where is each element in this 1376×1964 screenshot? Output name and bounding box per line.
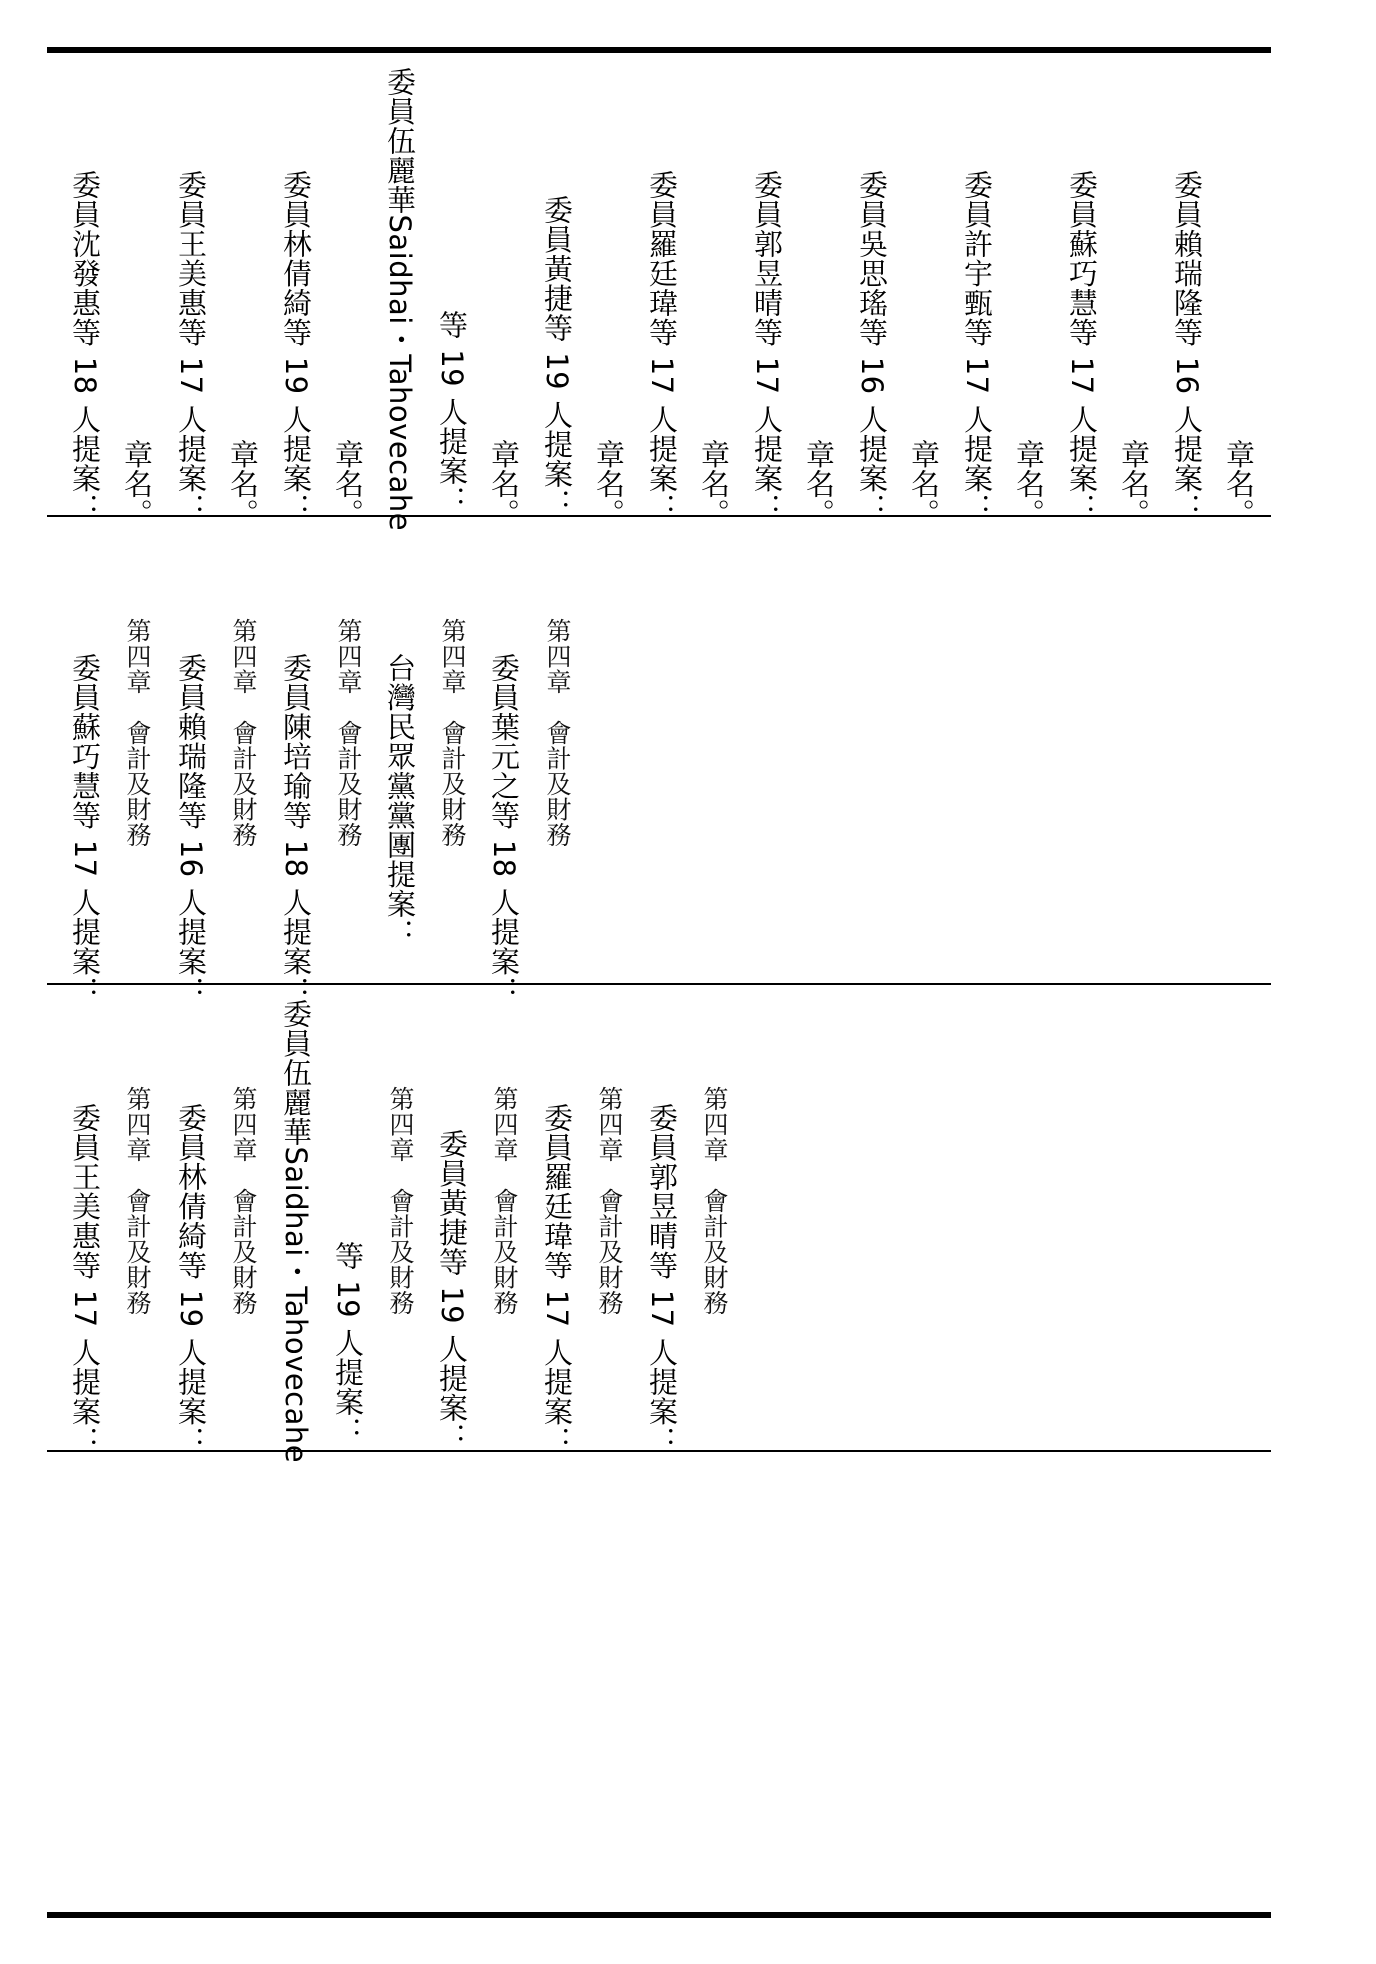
top-rule (47, 47, 1271, 53)
section-chapter-four-b (47, 991, 1271, 1464)
proposal-line: 章名。 (592, 410, 626, 528)
proposal-line: 等 19 人提案： (435, 310, 469, 515)
chapter-line: 第四章 會計及財務 (229, 618, 258, 848)
proposal-line: 委員林倩綺等 19 人提案： (279, 170, 313, 523)
chapter-line: 第四章 會計及財務 (595, 1086, 624, 1316)
chapter-line: 第四章 會計及財務 (438, 618, 467, 848)
proposal-line: 委員黃捷等 19 人提案： (435, 1129, 469, 1452)
proposal-line: 委員黃捷等 19 人提案： (540, 195, 574, 518)
proposal-line: 委員陳培瑜等 18 人提案： (279, 653, 313, 1006)
proposal-line: 章名。 (487, 410, 521, 528)
proposal-line: 委員郭昱晴等 17 人提案： (750, 170, 784, 523)
proposal-line: 委員蘇巧慧等 17 人提案： (68, 653, 102, 1006)
proposal-line: 等 19 人提案： (331, 1241, 365, 1446)
chapter-line: 第四章 會計及財務 (123, 1086, 152, 1316)
section-divider-2 (47, 983, 1271, 985)
proposal-line: 委員賴瑞隆等 16 人提案： (174, 653, 208, 1006)
proposal-line: 台灣民眾黨黨團提案： (383, 653, 417, 948)
proposal-line: 委員郭昱晴等 17 人提案： (645, 1103, 679, 1456)
proposal-line: 委員葉元之等 18 人提案： (487, 653, 521, 1006)
proposal-line: 委員羅廷瑋等 17 人提案： (540, 1103, 574, 1456)
bottom-rule (47, 1912, 1271, 1918)
proposal-line: 委員吳思瑤等 16 人提案： (855, 170, 889, 523)
proposal-line: 章名。 (907, 410, 941, 528)
proposal-line: 章名。 (331, 410, 365, 528)
proposal-line: 章名。 (1117, 410, 1151, 528)
chapter-line: 第四章 會計及財務 (229, 1086, 258, 1316)
chapter-line: 第四章 會計及財務 (123, 618, 152, 848)
chapter-line: 第四章 會計及財務 (490, 1086, 519, 1316)
proposal-line: 委員沈發惠等 18 人提案： (68, 170, 102, 523)
proposal-line: 委員伍麗華Saidhai・Tahovecahe (279, 999, 313, 1464)
proposal-line: 委員伍麗華Saidhai・Tahovecahe (383, 67, 417, 532)
section-chapter-four-a (47, 523, 1271, 1006)
proposal-line: 委員蘇巧慧等 17 人提案： (1065, 170, 1099, 523)
proposal-line: 委員林倩綺等 19 人提案： (174, 1103, 208, 1456)
chapter-line: 第四章 會計及財務 (386, 1086, 415, 1316)
proposal-line: 章名。 (226, 410, 260, 528)
proposal-line: 委員王美惠等 17 人提案： (174, 170, 208, 523)
proposal-line: 委員羅廷瑋等 17 人提案： (645, 170, 679, 523)
proposal-line: 章名。 (1012, 410, 1046, 528)
section-chapter-names (47, 55, 1271, 532)
chapter-line: 第四章 會計及財務 (543, 618, 572, 848)
proposal-line: 章名。 (697, 410, 731, 528)
proposal-line: 委員賴瑞隆等 16 人提案： (1170, 170, 1204, 523)
chapter-line: 第四章 會計及財務 (700, 1086, 729, 1316)
proposal-line: 委員許宇甄等 17 人提案： (960, 170, 994, 523)
proposal-line: 委員王美惠等 17 人提案： (68, 1103, 102, 1456)
proposal-line: 章名。 (1222, 410, 1256, 528)
proposal-line: 章名。 (802, 410, 836, 528)
chapter-line: 第四章 會計及財務 (334, 618, 363, 848)
proposal-line: 章名。 (120, 410, 154, 528)
